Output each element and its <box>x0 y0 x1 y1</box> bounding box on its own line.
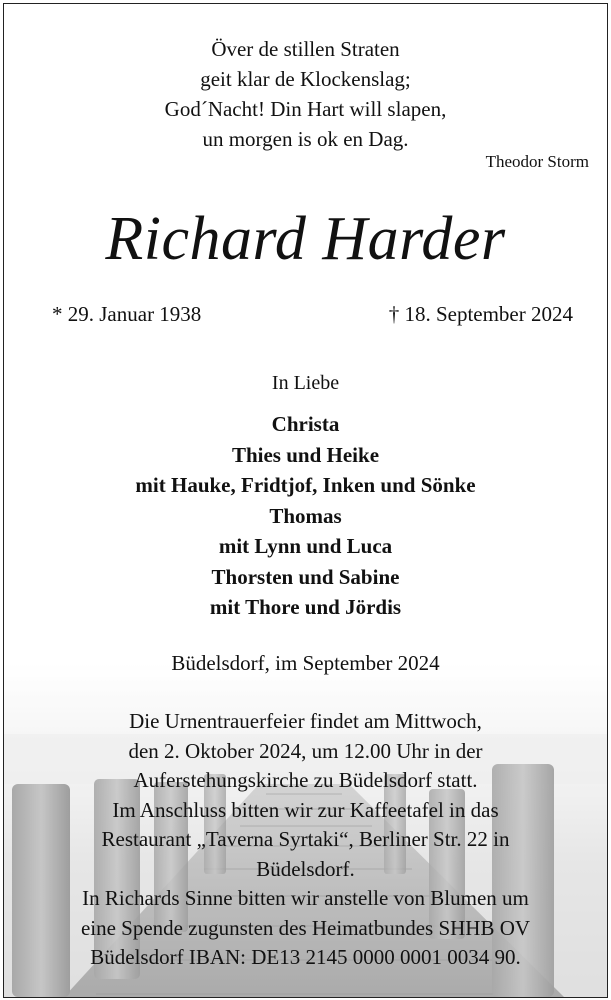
death-date: † 18. September 2024 <box>388 302 573 326</box>
notice-line: Restaurant „Taverna Syrtaki“, Berliner Str. 22 in <box>101 827 510 851</box>
notice-line: Im Anschluss bitten wir zur Kaffeetafel in das <box>112 797 499 822</box>
obituary-frame <box>3 3 608 998</box>
mourner-name: Thorsten und Sabine <box>211 564 400 589</box>
poem-line: geit klar de Klockenslag; <box>200 67 411 91</box>
poem-line: un morgen is ok en Dag. <box>202 127 409 151</box>
deceased-name: Richard Harder <box>105 205 506 273</box>
mourner-name: Thomas <box>269 503 342 528</box>
poem-line: God´Nacht! Din Hart will slapen, <box>164 97 447 121</box>
notice-line: In Richards Sinne bitten wir anstelle von Blumen um <box>82 886 529 910</box>
birth-date: * 29. Januar 1938 <box>52 302 202 326</box>
mourner-name: mit Thore und Jördis <box>209 595 402 619</box>
notice-line: eine Spende zugunsten des Heimatbundes SHHB OV <box>80 915 531 940</box>
mourner-name: Christa <box>271 412 340 436</box>
poem <box>4 34 607 154</box>
notice-line: den 2. Oktober 2024, um 12.00 Uhr in der <box>128 738 483 763</box>
mourner-name: mit Hauke, Fridtjof, Inken und Sönke <box>135 473 476 497</box>
mourners-list <box>4 409 607 623</box>
mourner-name: mit Lynn und Luca <box>218 534 393 558</box>
notice-line: Büdelsdorf IBAN: DE13 2145 0000 0001 0034 90. <box>90 945 521 969</box>
place-and-date: Büdelsdorf, im September 2024 <box>171 651 440 675</box>
mourners-intro: In Liebe <box>271 372 340 394</box>
obituary-content <box>4 4 607 997</box>
funeral-notice <box>4 707 607 973</box>
notice-line: Auferstehungskirche zu Büdelsdorf statt. <box>133 768 478 792</box>
poem-line: Över de stillen Straten <box>211 37 400 61</box>
mourner-name: Thies und Heike <box>231 442 380 467</box>
notice-line: Büdelsdorf. <box>256 856 355 881</box>
poem-author: Theodor Storm <box>485 152 589 171</box>
notice-line: Die Urnentrauerfeier findet am Mittwoch, <box>129 709 482 733</box>
